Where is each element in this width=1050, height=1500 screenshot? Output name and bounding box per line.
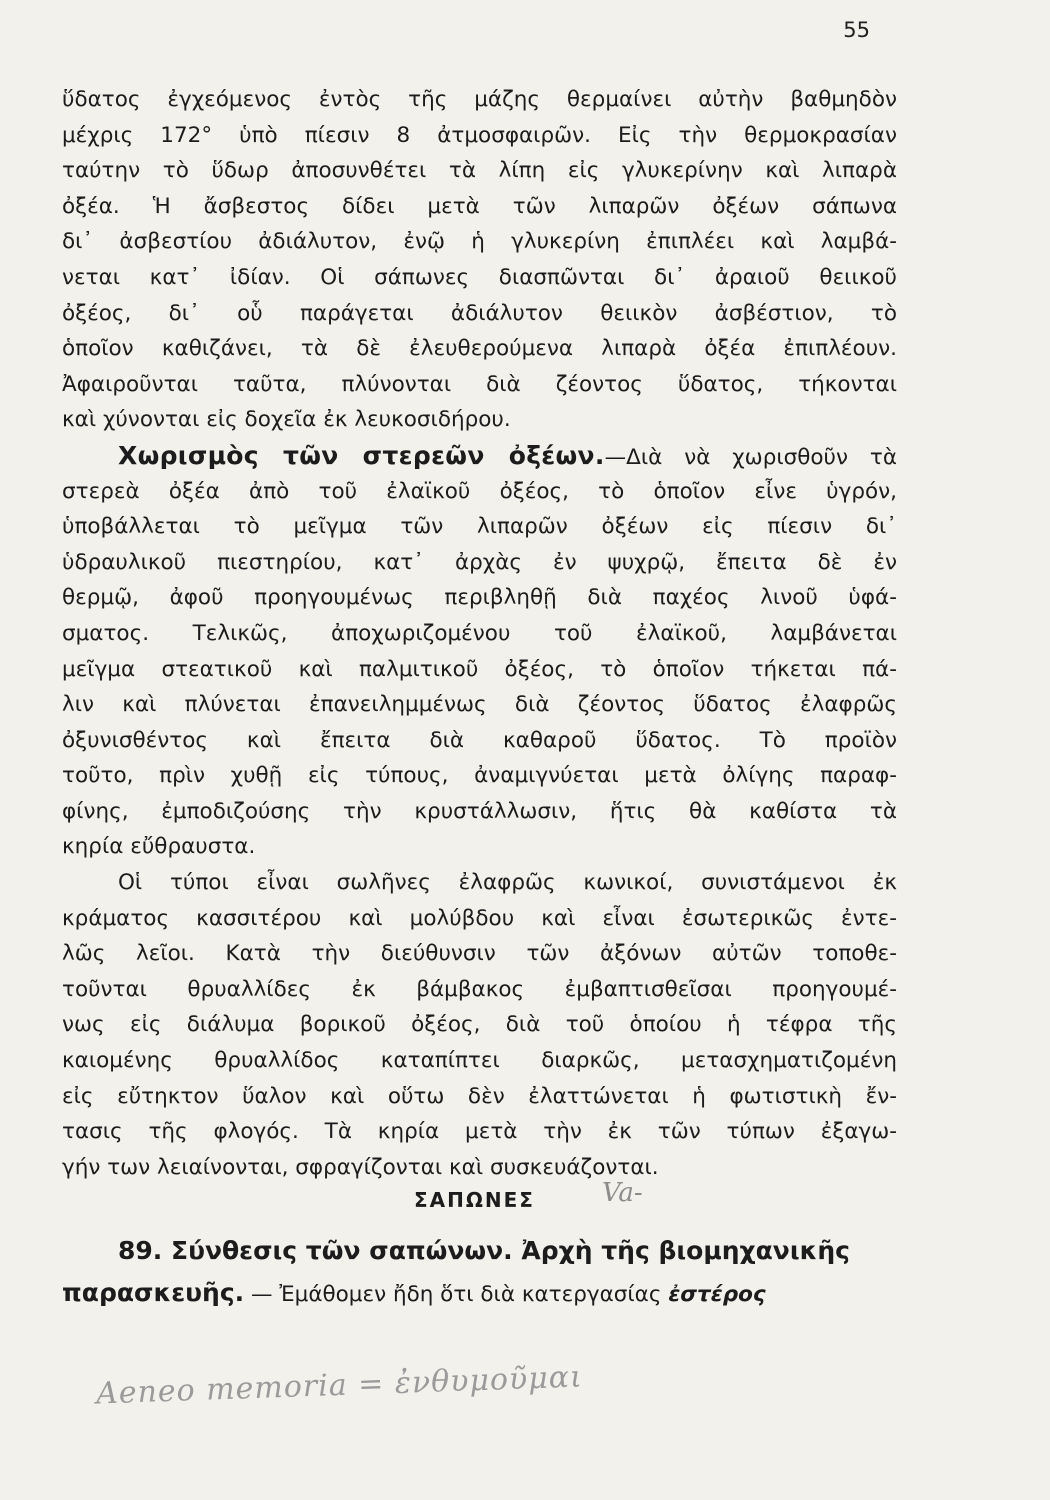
section-heading-cont: παρασκευῆς.	[62, 1278, 245, 1307]
paragraph-heading-line	[62, 438, 897, 474]
section-title: ΣΑΠΩΝΕΣ	[414, 1188, 535, 1212]
section-heading: 89. Σύνθεσις τῶν σαπώνων. Ἀρχὴ τῆς βιομηχανικῆς	[118, 1236, 850, 1265]
text-line: νεται κατ᾽ ἰδίαν. Οἱ σάπωνες διασπῶνται δι᾽ ἀραιοῦ θειικοῦ	[62, 264, 897, 290]
text-line: εἰς εὔτηκτον ὕαλον καὶ οὕτω δὲν ἐλαττώνεται ἡ φωτιστικὴ ἔν-	[62, 1083, 897, 1109]
section-intro	[62, 1230, 897, 1314]
section-heading-line-2	[62, 1272, 897, 1314]
body-text	[62, 82, 897, 1185]
text-line: ὀξέα. Ἡ ἄσβεστος δίδει μετὰ τῶν λιπαρῶν ὀξέων σάπωνα	[62, 193, 897, 219]
text-line: κράματος κασσιτέρου καὶ μολύβδου καὶ εἶναι ἐσωτερικῶς ἐντε-	[62, 905, 897, 931]
handwritten-note: Aeneo memoria = ἐνθυμοῦμαι	[95, 1359, 584, 1412]
text-line: νως εἰς διάλυμα βορικοῦ ὀξέος, διὰ τοῦ ὁποίου ἡ τέφρα τῆς	[62, 1012, 897, 1038]
heading-continuation: —Διὰ νὰ χωρισθοῦν τὰ	[604, 444, 898, 470]
text-line: καὶ χύνονται εἰς δοχεῖα ἐκ λευκοσιδήρου.	[62, 407, 511, 433]
section-italic-word: ἐστέρος	[668, 1282, 766, 1307]
page-number: 55	[843, 18, 870, 42]
text-line: Ἀφαιροῦνται ταῦτα, πλύνονται διὰ ζέοντος ὕδατος, τήκονται	[62, 371, 897, 397]
text-line: τοῦνται θρυαλλίδες ἐκ βάμβακος ἐμβαπτισθεῖσαι προηγουμέ-	[62, 976, 897, 1002]
text-line: μέχρις 172° ὑπὸ πίεσιν 8 ἀτμοσφαιρῶν. Εἰς τὴν θερμοκρασίαν	[62, 122, 897, 148]
pencil-mark: Va-	[602, 1178, 643, 1208]
text-line: ὀξέος, δι᾽ οὗ παράγεται ἀδιάλυτον θειικὸν ἀσβέστιον, τὸ	[62, 300, 897, 326]
text-line: ὁποῖον καθιζάνει, τὰ δὲ ἐλευθερούμενα λιπαρὰ ὀξέα ἐπιπλέουν.	[62, 336, 897, 362]
text-line: φίνης, ἐμποδιζούσης τὴν κρυστάλλωσιν, ἥτις θὰ καθίστα τὰ	[62, 798, 897, 824]
text-line: στερεὰ ὀξέα ἀπὸ τοῦ ἐλαϊκοῦ ὀξέος, τὸ ὁποῖον εἶνε ὑγρόν,	[62, 478, 897, 504]
text-line: λιν καὶ πλύνεται ἐπανειλημμένως διὰ ζέοντος ὕδατος ἐλαφρῶς	[62, 692, 897, 718]
text-line: σματος. Τελικῶς, ἀποχωριζομένου τοῦ ἐλαϊκοῦ, λαμβάνεται	[62, 620, 897, 646]
text-line: ὑδραυλικοῦ πιεστηρίου, κατ᾽ ἀρχὰς ἐν ψυχρῷ, ἔπειτα δὲ ἐν	[62, 549, 897, 575]
text-line: ὕδατος ἐγχεόμενος ἐντὸς τῆς μάζης θερμαίνει αὐτὴν βαθμηδὸν	[62, 87, 897, 112]
text-line: ὀξυνισθέντος καὶ ἔπειτα διὰ καθαροῦ ὕδατος. Τὸ προϊὸν	[62, 727, 897, 753]
text-line: κηρία εὔθραυστα.	[62, 834, 256, 860]
paragraph-heading: Χωρισμὸς τῶν στερεῶν ὀξέων.	[118, 440, 605, 470]
text-line: ταύτην τὸ ὕδωρ ἀποσυνθέτει τὰ λίπη εἰς γλυκερίνην καὶ λιπαρὰ	[62, 158, 897, 184]
text-line: Οἱ τύποι εἶναι σωλῆνες ἐλαφρῶς κωνικοί, συνιστάμενοι ἐκ	[118, 870, 897, 896]
text-line: ὑποβάλλεται τὸ μεῖγμα τῶν λιπαρῶν ὀξέων εἰς πίεσιν δι᾽	[62, 514, 897, 540]
text-line: τασις τῆς φλογός. Τὰ κηρία μετὰ τὴν ἐκ τῶν τύπων ἐξαγω-	[62, 1119, 897, 1145]
text-line: καιομένης θρυαλλίδος καταπίπτει διαρκῶς, μετασχηματιζομένη	[62, 1048, 897, 1074]
text-line: λῶς λεῖοι. Κατὰ τὴν διεύθυνσιν τῶν ἀξόνων αὐτῶν τοποθε-	[62, 941, 897, 967]
text-line: θερμῷ, ἀφοῦ προηγουμένως περιβληθῇ διὰ παχέος λινοῦ ὑφά-	[62, 585, 897, 611]
section-text: — Ἐμάθομεν ἤδη ὅτι διὰ κατεργασίας	[251, 1282, 662, 1307]
text-line: τοῦτο, πρὶν χυθῇ εἰς τύπους, ἀναμιγνύεται μετὰ ὀλίγης παραφ-	[62, 763, 897, 789]
text-line: γήν των λειαίνονται, σφραγίζονται καὶ συσκευάζονται.	[62, 1154, 659, 1180]
section-heading-line	[62, 1230, 897, 1272]
text-line: δι᾽ ἀσβεστίου ἀδιάλυτον, ἐνῷ ἡ γλυκερίνη ἐπιπλέει καὶ λαμβά-	[62, 229, 897, 255]
text-line: μεῖγμα στεατικοῦ καὶ παλμιτικοῦ ὀξέος, τὸ ὁποῖον τήκεται πά-	[62, 656, 897, 682]
